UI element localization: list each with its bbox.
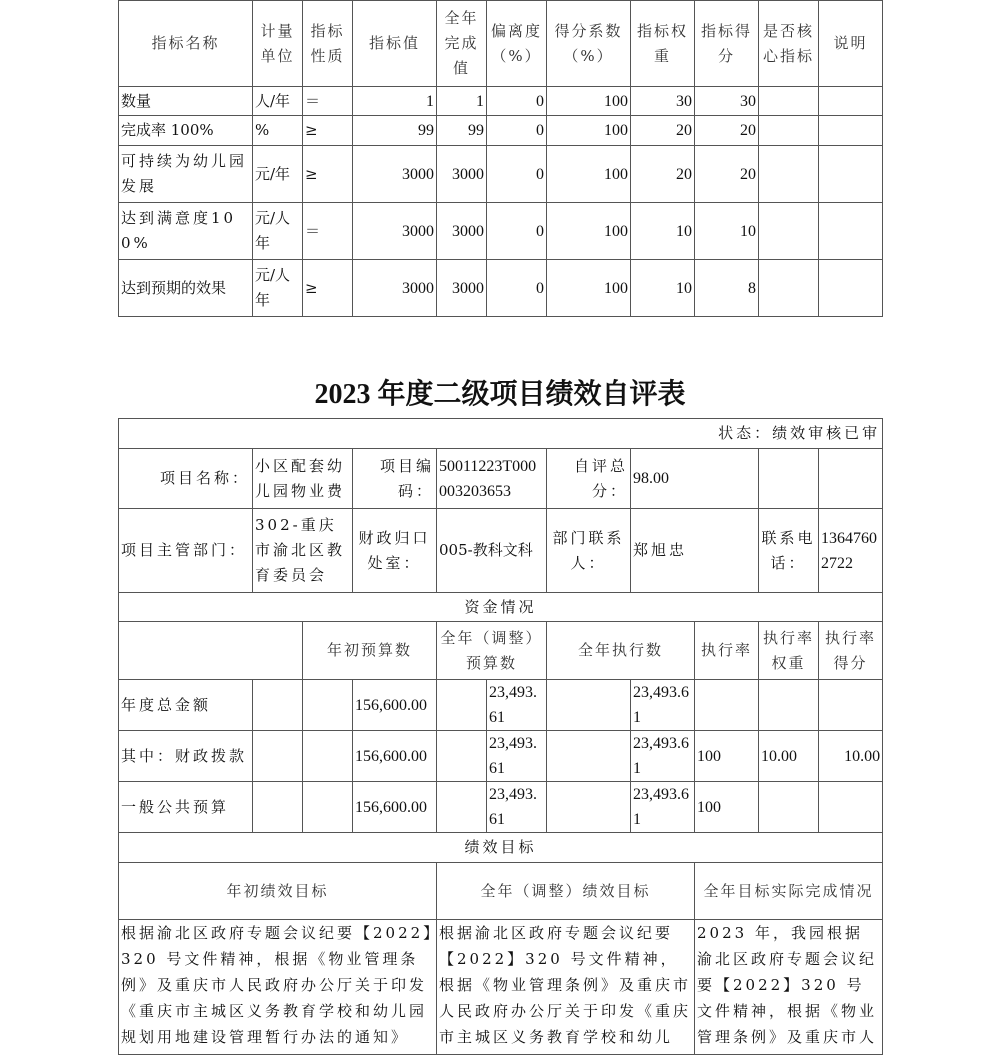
phone-value: 13647602722: [819, 509, 883, 593]
empty-cell: [547, 731, 631, 782]
header-initial-goal: 年初绩效目标: [119, 863, 437, 920]
project-name-value: 小区配套幼儿园物业费: [253, 449, 353, 509]
empty-cell: [437, 731, 487, 782]
indicator-unit: 元/人年: [253, 203, 303, 260]
indicator-coef: 100: [547, 116, 631, 146]
indicator-unit: %: [253, 116, 303, 146]
fund-adjusted: 23,493.61: [487, 680, 547, 731]
fund-adjusted: 23,493.61: [487, 782, 547, 833]
indicator-note: [819, 203, 883, 260]
indicator-deviation: 0: [487, 87, 547, 116]
self-score-value: 98.00: [631, 449, 759, 509]
indicator-core: [759, 203, 819, 260]
funds-section-row: [119, 593, 883, 622]
empty-cell: [253, 731, 303, 782]
indicator-unit: 元/人年: [253, 260, 303, 317]
indicator-nature: ≥: [303, 146, 353, 203]
table-row: [119, 680, 883, 731]
header-unit: 计量单位: [253, 1, 303, 87]
indicator-deviation: 0: [487, 146, 547, 203]
table-row: [119, 260, 883, 317]
indicator-deviation: 0: [487, 260, 547, 317]
header-exec-rate: 执行率: [695, 622, 759, 680]
empty-cell: [437, 782, 487, 833]
indicator-unit: 元/年: [253, 146, 303, 203]
table-row: [119, 731, 883, 782]
fund-executed: 23,493.61: [631, 731, 695, 782]
fund-executed: 23,493.61: [631, 680, 695, 731]
empty-cell: [759, 449, 819, 509]
indicator-note: [819, 260, 883, 317]
empty-cell: [547, 680, 631, 731]
project-name-label: 项目名称：: [119, 449, 253, 509]
empty-cell: [303, 731, 353, 782]
contact-value: 郑旭忠: [631, 509, 759, 593]
goals-header-row: [119, 863, 883, 920]
table-row: [119, 116, 883, 146]
fund-rate: 100: [695, 782, 759, 833]
goals-section-title: 绩效目标: [119, 833, 883, 863]
fund-score: [819, 782, 883, 833]
fund-label: 一般公共预算: [119, 782, 253, 833]
indicator-core: [759, 87, 819, 116]
header-nature: 指标性质: [303, 1, 353, 87]
indicator-weight: 10: [631, 203, 695, 260]
empty-cell: [303, 680, 353, 731]
funds-section-title: 资金情况: [119, 593, 883, 622]
indicator-score: 20: [695, 146, 759, 203]
indicator-name: 可持续为幼儿园发展: [119, 146, 253, 203]
header-exec-score: 执行率得分: [819, 622, 883, 680]
status-row: [119, 419, 883, 449]
header-note: 说明: [819, 1, 883, 87]
indicator-note: [819, 146, 883, 203]
header-indicator-name: 指标名称: [119, 1, 253, 87]
empty-cell: [253, 782, 303, 833]
table-row: [119, 87, 883, 116]
finance-office-value: 005-教科文科: [437, 509, 547, 593]
indicator-note: [819, 87, 883, 116]
indicator-coef: 100: [547, 87, 631, 116]
header-actual: 全年完成值: [437, 1, 487, 87]
actual-completion-text: 2023 年，我园根据渝北区政府专题会议纪要【2022】320 号文件精神，根据《物业管理条例》及重庆市人: [695, 920, 883, 1055]
indicator-deviation: 0: [487, 116, 547, 146]
project-code-label: 项目编码：: [353, 449, 437, 509]
indicator-target: 3000: [353, 203, 437, 260]
status-text: 状态：绩效审核已审: [119, 419, 883, 449]
indicator-weight: 10: [631, 260, 695, 317]
indicator-score: 20: [695, 116, 759, 146]
indicator-weight: 20: [631, 116, 695, 146]
header-core: 是否核心指标: [759, 1, 819, 87]
indicator-weight: 30: [631, 87, 695, 116]
header-deviation: 偏离度（%）: [487, 1, 547, 87]
table-row: [119, 782, 883, 833]
fund-initial: 156,600.00: [353, 782, 437, 833]
indicator-nature: ≥: [303, 116, 353, 146]
empty-cell: [119, 622, 303, 680]
header-target: 指标值: [353, 1, 437, 87]
indicator-actual: 3000: [437, 146, 487, 203]
fund-weight: 10.00: [759, 731, 819, 782]
empty-cell: [437, 680, 487, 731]
self-score-label: 自评总分：: [547, 449, 631, 509]
fund-executed: 23,493.61: [631, 782, 695, 833]
phone-label: 联系电话：: [759, 509, 819, 593]
indicator-table: [118, 0, 883, 317]
dept-label: 项目主管部门：: [119, 509, 253, 593]
fund-initial: 156,600.00: [353, 680, 437, 731]
indicator-actual: 1: [437, 87, 487, 116]
table-row: [119, 146, 883, 203]
empty-cell: [303, 782, 353, 833]
funds-header-row: [119, 622, 883, 680]
indicator-actual: 3000: [437, 260, 487, 317]
indicator-target: 1: [353, 87, 437, 116]
fund-label: 其中：财政拨款: [119, 731, 253, 782]
fund-score: 10.00: [819, 731, 883, 782]
indicator-target: 3000: [353, 146, 437, 203]
fund-initial: 156,600.00: [353, 731, 437, 782]
indicator-unit: 人/年: [253, 87, 303, 116]
header-score: 指标得分: [695, 1, 759, 87]
goals-section-row: [119, 833, 883, 863]
indicator-header-row: [119, 1, 883, 87]
initial-goal-text: 根据渝北区政府专题会议纪要【2022】320 号文件精神，根据《物业管理条例》及重庆市人民政府办公厅关于印发《重庆市主城区义务教育学校和幼儿园规划用地建设管理暂行办法的通知》: [119, 920, 437, 1055]
indicator-core: [759, 146, 819, 203]
project-code-value: 50011223T000003203653: [437, 449, 547, 509]
dept-value: 302-重庆市渝北区教育委员会: [253, 509, 353, 593]
empty-cell: [547, 782, 631, 833]
indicator-actual: 99: [437, 116, 487, 146]
indicator-target: 99: [353, 116, 437, 146]
indicator-coef: 100: [547, 203, 631, 260]
indicator-score: 8: [695, 260, 759, 317]
indicator-target: 3000: [353, 260, 437, 317]
fund-label: 年度总金额: [119, 680, 253, 731]
fund-adjusted: 23,493.61: [487, 731, 547, 782]
indicator-coef: 100: [547, 260, 631, 317]
fund-rate: 100: [695, 731, 759, 782]
fund-weight: [759, 782, 819, 833]
header-weight: 指标权重: [631, 1, 695, 87]
project-info-row: [119, 449, 883, 509]
indicator-note: [819, 116, 883, 146]
header-actual-completion: 全年目标实际完成情况: [695, 863, 883, 920]
indicator-core: [759, 260, 819, 317]
contact-label: 部门联系人：: [547, 509, 631, 593]
indicator-name: 数量: [119, 87, 253, 116]
adjusted-goal-text: 根据渝北区政府专题会议纪要【2022】320 号文件精神，根据《物业管理条例》及重庆市人民政府办公厅关于印发《重庆市主城区义务教育学校和幼儿: [437, 920, 695, 1055]
fund-score: [819, 680, 883, 731]
indicator-nature: ＝: [303, 87, 353, 116]
empty-cell: [253, 680, 303, 731]
indicator-nature: ＝: [303, 203, 353, 260]
indicator-nature: ≥: [303, 260, 353, 317]
indicator-core: [759, 116, 819, 146]
empty-cell: [819, 449, 883, 509]
indicator-name: 达到预期的效果: [119, 260, 253, 317]
header-adjusted-goal: 全年（调整）绩效目标: [437, 863, 695, 920]
page-title: 2023 年度二级项目绩效自评表: [314, 379, 686, 410]
header-executed: 全年执行数: [547, 622, 695, 680]
self-evaluation-table: [118, 418, 883, 1055]
header-coef: 得分系数（%）: [547, 1, 631, 87]
goals-content-row: [119, 920, 883, 1055]
fund-rate: [695, 680, 759, 731]
indicator-actual: 3000: [437, 203, 487, 260]
indicator-coef: 100: [547, 146, 631, 203]
department-info-row: [119, 509, 883, 593]
table-row: [119, 203, 883, 260]
indicator-name: 达到满意度100%: [119, 203, 253, 260]
finance-office-label: 财政归口处室：: [353, 509, 437, 593]
indicator-deviation: 0: [487, 203, 547, 260]
header-adjusted-budget: 全年（调整）预算数: [437, 622, 547, 680]
indicator-score: 10: [695, 203, 759, 260]
fund-weight: [759, 680, 819, 731]
indicator-weight: 20: [631, 146, 695, 203]
header-initial-budget: 年初预算数: [303, 622, 437, 680]
indicator-score: 30: [695, 87, 759, 116]
header-exec-weight: 执行率权重: [759, 622, 819, 680]
indicator-name: 完成率 100%: [119, 116, 253, 146]
